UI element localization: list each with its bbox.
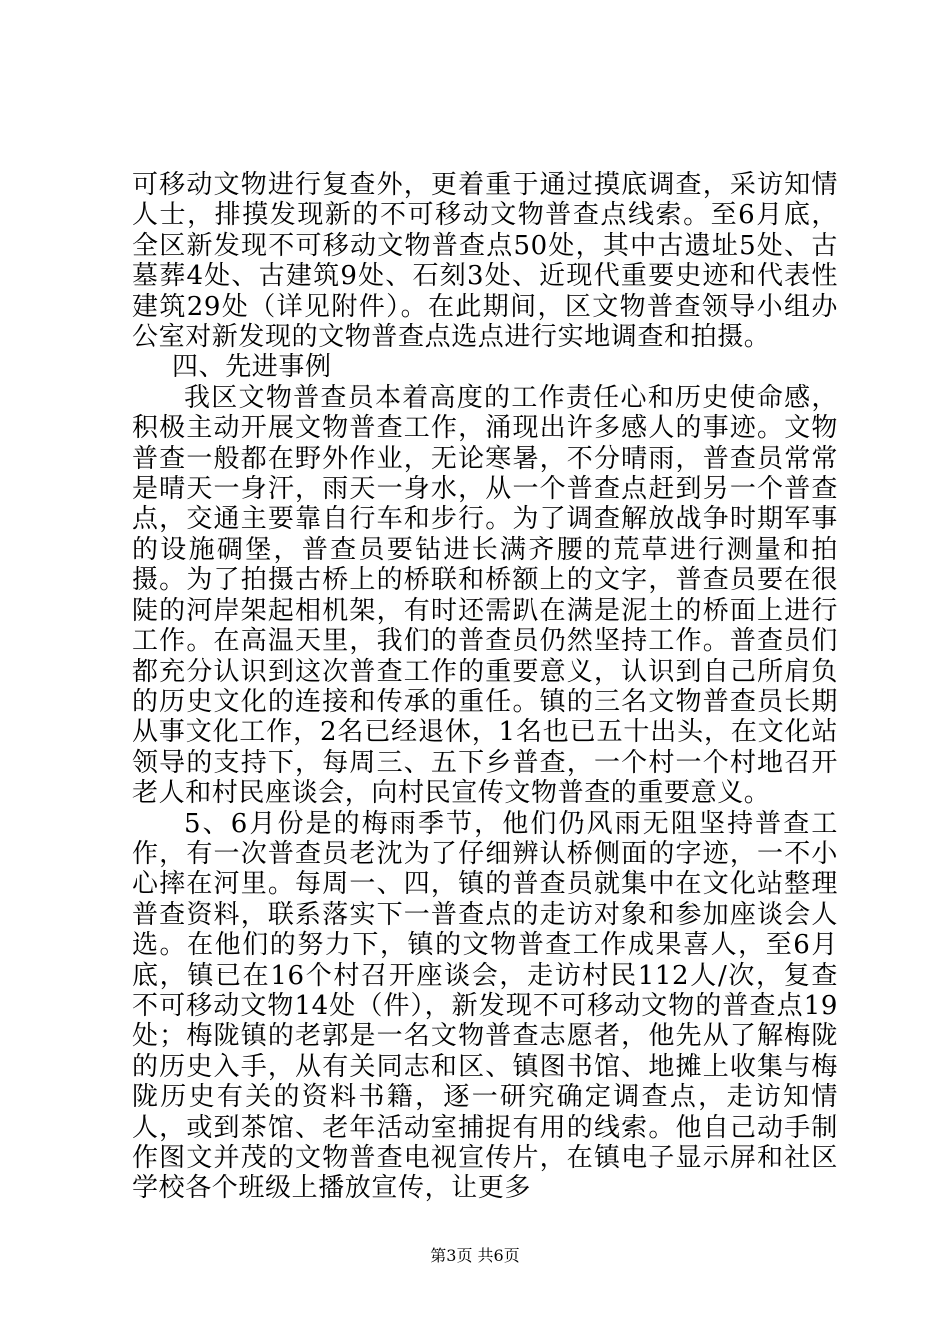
paragraph-advanced-examples: 我区文物普查员本着高度的工作责任心和历史使命感，积极主动开展文物普查工作，涌现出许多感人的事迹。文物普查一般都在野外作业，无论寒暑，不分晴雨，普查员常常是晴天一身汗，雨天一身水，从一个普查点赶到另一个普查点，交通主要靠自行车和步行。为了调查解放战争时期军事的设施碉堡，普查员要钻进长满齐腰的荒草进行测量和拍摄。为了拍摄古桥上的桥联和桥额上的文字，普查员要在很陡的河岸架起相机架，有时还需趴在满是泥土的桥面上进行工作。在高温天里，我们的普查员仍然坚持工作。普查员们都充分认识到这次普查工作的重要意义，认识到自己所肩负的历史文化的连接和传承的重任。镇的三名文物普查员长期从事文化工作，2名已经退休，1名也已五十出头，在文化站领导的支持下，每周三、五下乡普查，一个村一个村地召开老人和村民座谈会，向村民宣传文物普查的重要意义。: [132, 382, 838, 809]
document-body: [132, 170, 838, 1204]
paragraph-rainy-season: 5、6月份是的梅雨季节，他们仍风雨无阻坚持普查工作，有一次普查员老沈为了仔细辨认桥侧面的字迹，一不小心摔在河里。每周一、四，镇的普查员就集中在文化站整理普查资料，联系落实下一普查点的走访对象和参加座谈会人选。在他们的努力下，镇的文物普查工作成果喜人，至6月底，镇已在16个村召开座谈会，走访村民112人/次，复查不可移动文物14处（件），新发现不可移动文物的普查点19处；梅陇镇的老郭是一名文物普查志愿者，他先从了解梅陇的历史入手，从有关同志和区、镇图书馆、地摊上收集与梅陇历史有关的资料书籍，逐一研究确定调查点，走访知情人，或到茶馆、老年活动室捕捉有用的线索。他自己动手制作图文并茂的文物普查电视宣传片，在镇电子显示屏和社区学校各个班级上播放宣传，让更多: [132, 808, 838, 1204]
page-number-footer: 第3页 共6页: [430, 1246, 520, 1265]
paragraph-continuation: 可移动文物进行复查外，更着重于通过摸底调查，采访知情人士，排摸发现新的不可移动文物普查点线索。至6月底，全区新发现不可移动文物普查点50处，其中古遗址5处、古墓葬4处、古建筑9处、石刻3处、近现代重要史迹和代表性建筑29处（详见附件）。在此期间，区文物普查领导小组办公室对新发现的文物普查点选点进行实地调查和拍摄。: [132, 170, 838, 353]
section-heading: 四、先进事例: [172, 352, 332, 383]
